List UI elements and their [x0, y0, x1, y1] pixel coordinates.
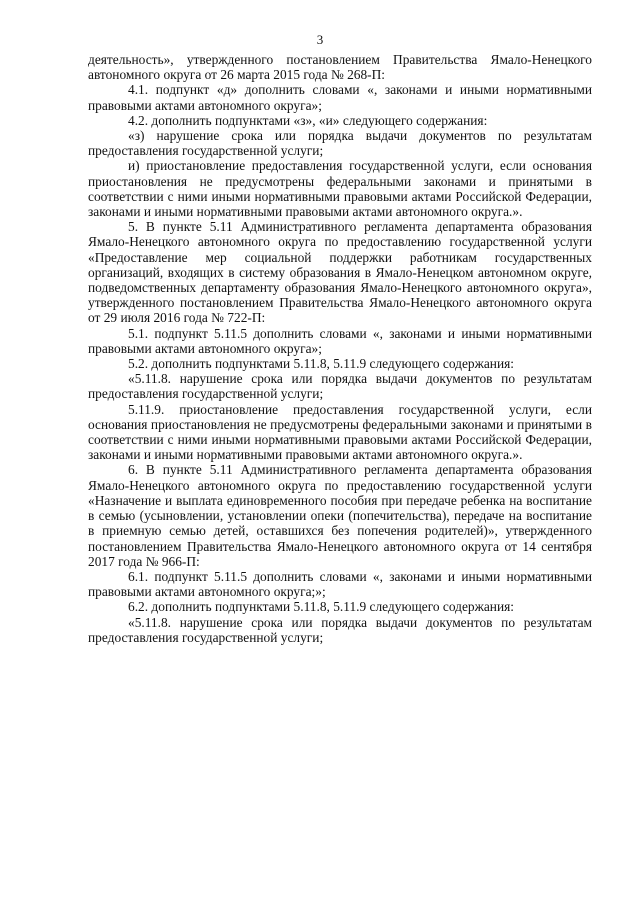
paragraph: «з) нарушение срока или порядка выдачи документов по результатам предоставления государственной услуги;	[88, 128, 592, 159]
document-body	[88, 52, 592, 645]
paragraph: 5. В пункте 5.11 Административного регламента департамента образования Ямало-Ненецкого автономного округа по предоставлению государственной услуги «Предоставление мер социальной поддержки работникам государственных организаций, входящих в систему образования в Ямало-Ненецком автономном округе, подведомственных департаменту образования Ямало-Ненецкого автономного округа», утвержденного постановлением Правительства Ямало-Ненецкого автономного округа от 29 июля 2016 года № 722-П:	[88, 219, 592, 326]
page-number: 3	[316, 32, 324, 47]
paragraph: 6.2. дополнить подпунктами 5.11.8, 5.11.9 следующего содержания:	[128, 599, 515, 615]
paragraph: 6.1. подпункт 5.11.5 дополнить словами «, законами и иными нормативными правовыми актами автономного округа;»;	[88, 568, 592, 600]
paragraph: «5.11.8. нарушение срока или порядка выдачи документов по результатам предоставления государственной услуги;	[88, 614, 592, 645]
paragraph: 6. В пункте 5.11 Административного регламента департамента образования Ямало-Ненецкого автономного округа по предоставлению государственной услуги «Назначение и выплата единовременного пособия при передаче ребенка на воспитание в семью (усыновлении, установлении опеки (попечительства), передаче на воспитание в приемную семью детей, оставшихся без попечения родителей)», утвержденного постановлением Правительства Ямало-Ненецкого автономного округа от 14 сентября 2017 года № 966-П:	[88, 462, 592, 569]
paragraph: 4.2. дополнить подпунктами «з», «и» следующего содержания:	[128, 112, 488, 128]
paragraph: и) приостановление предоставления государственной услуги, если основания приостановления не предусмотрены федеральными законами и принятыми в соответствии с ними иными нормативными правовыми актами Российской Федерации, законами и иными нормативными правовыми актами автономного округа.».	[88, 158, 592, 220]
paragraph: 5.2. дополнить подпунктами 5.11.8, 5.11.9 следующего содержания:	[128, 356, 515, 372]
paragraph: «5.11.8. нарушение срока или порядка выдачи документов по результатам предоставления государственной услуги;	[88, 371, 592, 402]
paragraph: деятельность», утвержденного постановлением Правительства Ямало-Ненецкого автономного округа от 26 марта 2015 года № 268-П:	[88, 52, 592, 83]
paragraph: 5.11.9. приостановление предоставления государственной услуги, если основания приостановления не предусмотрены федеральными законами и принятыми в соответствии с ними иными нормативными правовыми актами Российской Федерации, законами и иными нормативными правовыми актами автономного округа.».	[88, 401, 592, 463]
paragraph: 4.1. подпункт «д» дополнить словами «, законами и иными нормативными правовыми актами автономного округа»;	[88, 82, 592, 113]
paragraph: 5.1. подпункт 5.11.5 дополнить словами «, законами и иными нормативными правовыми актами автономного округа»;	[88, 325, 592, 356]
